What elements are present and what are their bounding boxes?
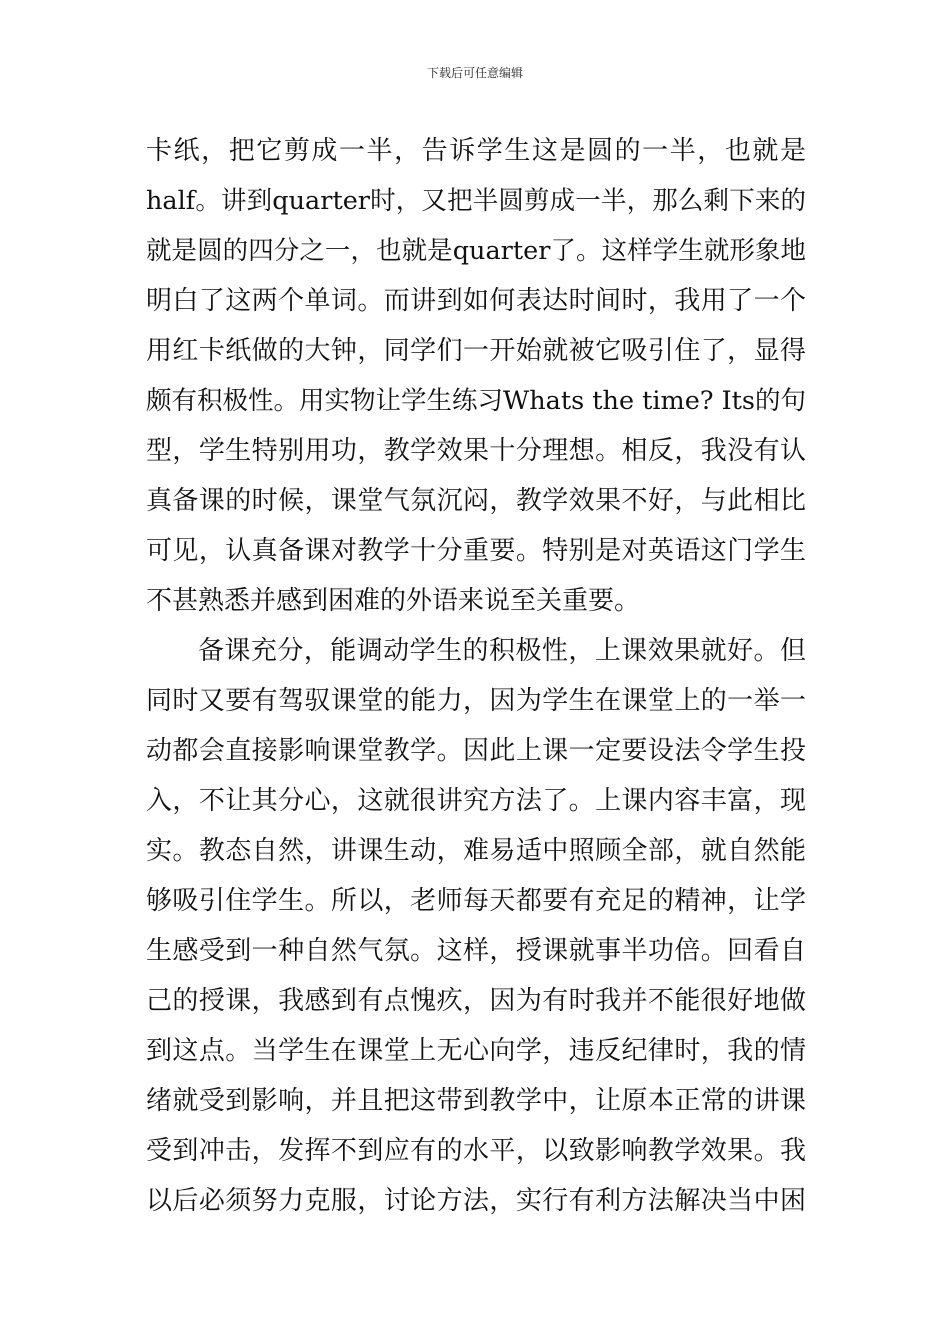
text-line: 己的授课，我感到有点愧疚，因为有时我并不能很好地做 [146, 986, 806, 1016]
text-line: 颇有积极性。用实物让学生练习Whats the time? Its的句 [146, 386, 807, 416]
page-header: 下载后可任意编辑 [426, 66, 523, 80]
text-line: 动都会直接影响课堂教学。因此上课一定要设法令学生投 [146, 736, 806, 766]
paragraph-start-line: 备课充分，能调动学生的积极性，上课效果就好。但 [198, 636, 806, 666]
text-line: 实。教态自然，讲课生动，难易适中照顾全部，就自然能 [146, 836, 806, 866]
text-line: half。讲到quarter时，又把半圆剪成一半，那么剩下来的 [146, 186, 806, 216]
body-text [146, 126, 806, 1226]
text-line: 绪就受到影响，并且把这带到教学中，让原本正常的讲课 [146, 1086, 806, 1116]
text-line: 生感受到一种自然气氛。这样，授课就事半功倍。回看自 [146, 936, 806, 966]
text-line: 就是圆的四分之一，也就是quarter了。这样学生就形象地 [146, 236, 806, 266]
text-line: 卡纸，把它剪成一半，告诉学生这是圆的一半，也就是 [146, 136, 806, 166]
text-line: 型，学生特别用功，教学效果十分理想。相反，我没有认 [146, 436, 806, 466]
text-line: 可见，认真备课对教学十分重要。特别是对英语这门学生 [146, 536, 806, 566]
text-line: 受到冲击，发挥不到应有的水平，以致影响教学效果。我 [146, 1136, 806, 1166]
text-line: 入，不让其分心，这就很讲究方法了。上课内容丰富，现 [146, 786, 806, 816]
text-line: 同时又要有驾驭课堂的能力，因为学生在课堂上的一举一 [146, 686, 806, 716]
text-line: 明白了这两个单词。而讲到如何表达时间时，我用了一个 [146, 286, 806, 316]
text-line: 到这点。当学生在课堂上无心向学，违反纪律时，我的情 [146, 1036, 806, 1066]
text-line: 以后必须努力克服，讨论方法，实行有利方法解决当中困 [146, 1186, 806, 1216]
text-line: 真备课的时候，课堂气氛沉闷，教学效果不好，与此相比 [146, 486, 806, 516]
text-line: 用红卡纸做的大钟，同学们一开始就被它吸引住了，显得 [146, 336, 806, 366]
paragraph-end-line: 不甚熟悉并感到困难的外语来说至关重要。 [146, 586, 641, 616]
text-line: 够吸引住学生。所以，老师每天都要有充足的精神，让学 [146, 886, 806, 916]
